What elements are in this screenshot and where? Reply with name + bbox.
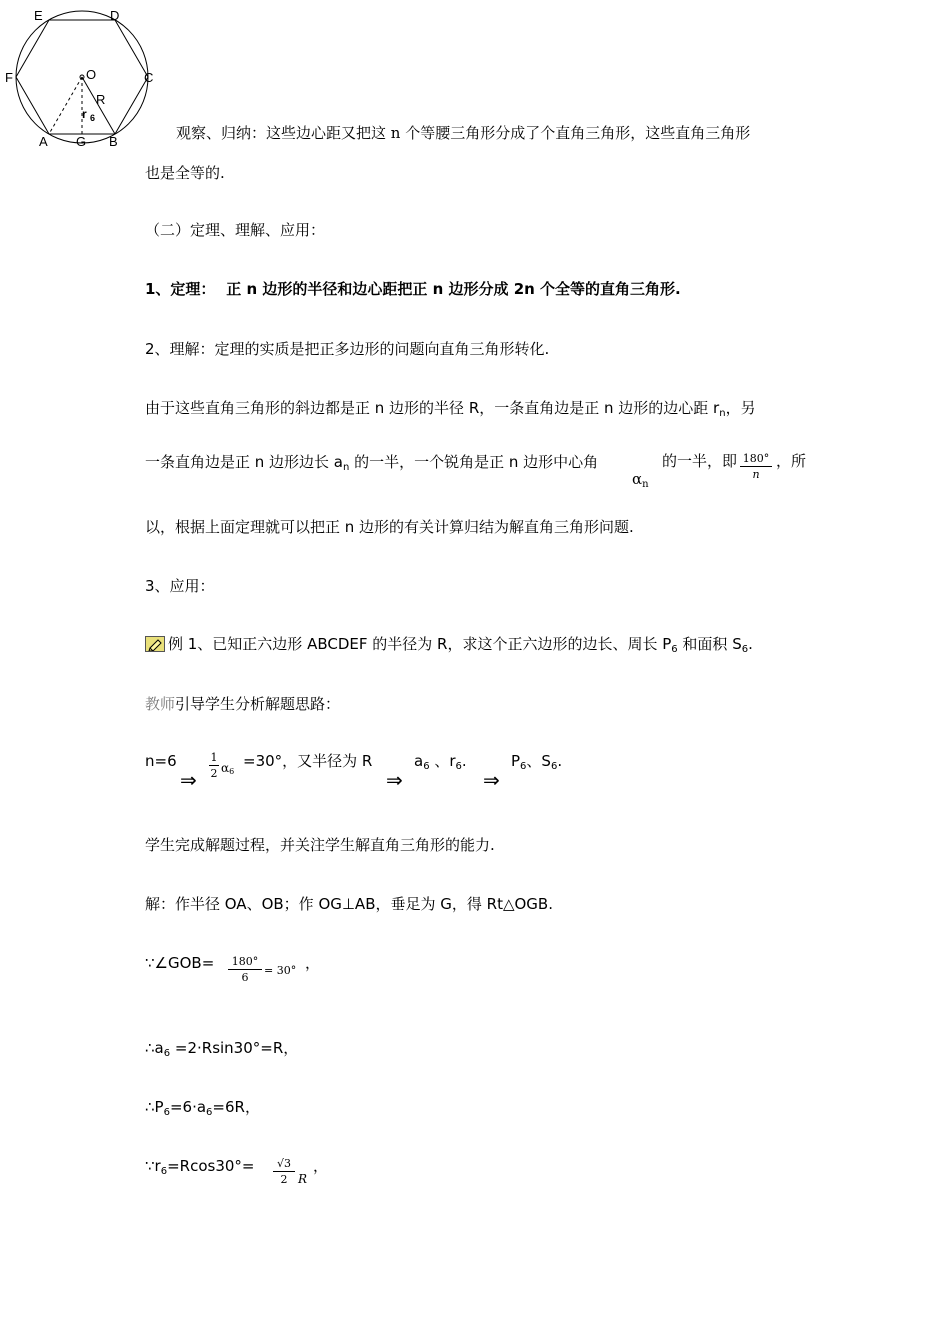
- step3-c: =6R，: [212, 1098, 260, 1116]
- chain-p6-s6: [511, 752, 562, 776]
- chain-end: .: [557, 752, 563, 770]
- chain-a6-sub: 6: [423, 761, 430, 772]
- chain-n6: n=6: [145, 752, 177, 770]
- step1-numerator: 180°: [231, 955, 259, 968]
- chain-eq30: =30°，又半径为 R: [243, 752, 373, 770]
- step2-line: [145, 1038, 298, 1064]
- alpha-6-sub: 6: [229, 767, 235, 776]
- student-line: 学生完成解题过程，并关注学生解直角三角形的能力.: [145, 836, 495, 854]
- explain-text-2d: ，所: [776, 452, 807, 470]
- example-text-c: .: [748, 635, 753, 653]
- alpha-6-symbol: [221, 759, 234, 781]
- step2-b: =2·Rsin30°=R，: [170, 1039, 299, 1057]
- fraction-root3-over-2: [273, 1157, 295, 1186]
- radius-oa: [49, 77, 82, 134]
- explain-line-3: 以，根据上面定理就可以把正 n 边形的有关计算归结为解直角三角形问题.: [145, 518, 634, 536]
- foot-label-g: G: [76, 134, 87, 149]
- apothem-label-sub: 6: [90, 113, 96, 123]
- theorem-label: 1、定理：: [145, 280, 216, 298]
- vertex-label-b: B: [109, 134, 118, 149]
- example-1: [168, 635, 753, 659]
- example-text-a: 例 1、已知正六边形 ABCDEF 的半径为 R，求这个正六边形的边长、周长 P: [168, 635, 672, 653]
- explain-text-2c: 的一半，即: [662, 452, 738, 470]
- explain-line-1: [145, 398, 756, 424]
- fraction-180-over-6: [228, 955, 262, 984]
- application-heading: 3、应用：: [145, 577, 215, 595]
- step3-sub1: 6: [163, 1107, 170, 1118]
- teacher-label: 教师: [145, 695, 176, 713]
- chain-dot: .: [461, 752, 467, 770]
- chain-p6: P: [511, 752, 521, 770]
- explain-text-1a: 由于这些直角三角形的斜边都是正 n 边形的半径 R，一条直角边是正 n 边形的边心距 r: [145, 399, 720, 417]
- step4-bar: [273, 1171, 295, 1172]
- explain-text-2b: 的一半，一个锐角是正 n 边形中心角: [349, 453, 599, 471]
- teacher-rest: 引导学生分析解题思路：: [175, 695, 341, 713]
- vertex-label-a: A: [39, 134, 48, 149]
- explain-text-2a: 一条直角边是正 n 边形边长 a: [145, 453, 344, 471]
- chain-a6: a: [414, 752, 424, 770]
- step4-r: R: [298, 1172, 308, 1186]
- step3-a: ∴P: [145, 1098, 164, 1116]
- alpha-n-symbol: [632, 470, 649, 494]
- theorem-line: [145, 279, 681, 299]
- chain-a6-r6: [414, 752, 467, 776]
- chain-s6: 、S: [526, 752, 551, 770]
- theorem-body: 正 n 边形的半径和边心距把正 n 边形分成 2n 个全等的直角三角形.: [226, 280, 681, 298]
- radius-label-r: R: [96, 92, 106, 107]
- step1-suffix: ，: [305, 954, 321, 972]
- alpha-6-letter: α: [221, 761, 230, 775]
- explain-text-1b: ，另: [725, 399, 756, 417]
- solution-line: 解：作半径 OA、OB；作 OG⊥AB，垂足为 G，得 Rt△OGB.: [145, 895, 553, 913]
- understanding-line: 2、理解：定理的实质是把正多边形的问题向直角三角形转化.: [145, 340, 550, 358]
- vertex-label-f: F: [5, 70, 13, 85]
- step4-b: =Rcos30°=: [167, 1157, 255, 1175]
- fraction-denominator: n: [752, 468, 760, 481]
- implies-arrow-2: ⇒: [386, 768, 403, 792]
- step4-denominator: 2: [280, 1173, 288, 1186]
- step3-sub2: 6: [206, 1107, 213, 1118]
- step4-sub: 6: [160, 1166, 168, 1177]
- chain-r6-sub: 6: [455, 761, 462, 772]
- step2-sub: 6: [163, 1048, 171, 1059]
- step3-line: [145, 1097, 260, 1123]
- fraction-one-half: [209, 751, 219, 780]
- explain-sub-an: n: [343, 462, 350, 473]
- center-label-o: O: [86, 67, 97, 82]
- example-text-b: 和面积 S: [677, 635, 742, 653]
- fraction-numerator: 180°: [742, 452, 770, 465]
- chain-p6-sub: 6: [520, 761, 527, 772]
- vertex-label-d: D: [110, 8, 120, 23]
- fraction-bar: [740, 466, 772, 467]
- apothem-label-r: r: [82, 107, 87, 121]
- pen-icon: [145, 636, 165, 652]
- step1-denominator: 6: [241, 971, 249, 984]
- implies-arrow-3: ⇒: [483, 768, 500, 792]
- example-sub-p6: 6: [671, 644, 678, 655]
- step1-prefix: ∵∠GOB=: [145, 954, 215, 972]
- half-bar: [209, 765, 219, 766]
- step1-bar: [228, 969, 262, 970]
- chain-a6-rest: 、r: [429, 752, 456, 770]
- step4-a: ∵r: [145, 1157, 161, 1175]
- alpha-n-sub: n: [642, 479, 649, 490]
- step4-suffix: ，: [313, 1157, 329, 1175]
- explain-line-2: [145, 452, 598, 478]
- chain-s6-sub: 6: [550, 761, 558, 772]
- explain-sub-rn: n: [719, 408, 726, 419]
- step2-a: ∴a: [145, 1039, 164, 1057]
- fraction-180-over-n: [740, 452, 772, 481]
- half-numerator: 1: [210, 751, 218, 764]
- step3-b: =6·a: [169, 1098, 207, 1116]
- step1-rhs: = 30°: [264, 964, 297, 977]
- section-heading: （二）定理、理解、应用：: [145, 221, 326, 239]
- example-sub-s6: 6: [741, 644, 749, 655]
- alpha-n-letter: α: [632, 470, 643, 488]
- observe-line-1: 观察、归纳：这些边心距又把这 n 个等腰三角形分成了个直角三角形，这些直角三角形: [176, 124, 751, 142]
- half-denominator: 2: [210, 767, 218, 780]
- step4-prefix: [145, 1157, 254, 1181]
- teacher-line: [145, 694, 340, 714]
- vertex-label-c: C: [144, 70, 154, 85]
- step4-numerator: √3: [276, 1157, 291, 1170]
- implies-arrow-1: ⇒: [180, 768, 197, 792]
- hexagon-figure: [0, 0, 170, 160]
- observe-line-2: 也是全等的.: [145, 164, 225, 182]
- vertex-label-e: E: [34, 8, 43, 23]
